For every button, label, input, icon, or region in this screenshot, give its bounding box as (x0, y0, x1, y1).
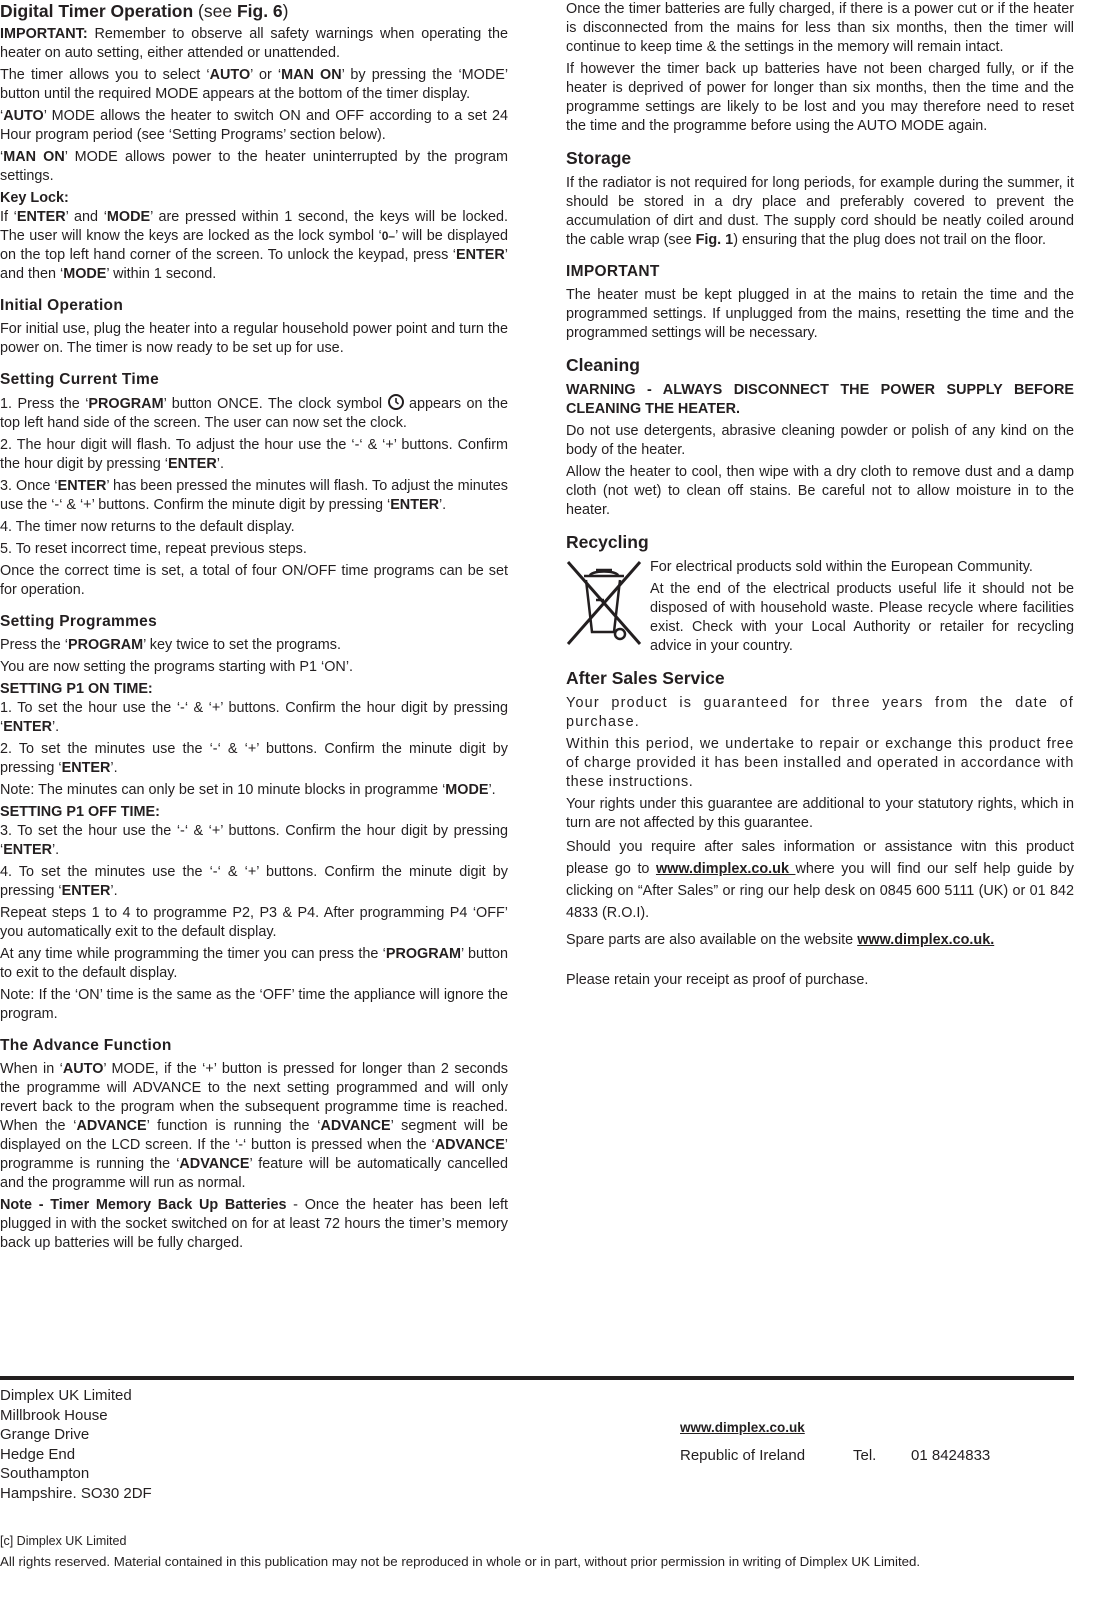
weee-crossed-bin-icon (566, 558, 644, 646)
p1-on-step-1: 1. To set the hour use the ‘-‘ & ‘+’ buttons. Confirm the hour digit by pressing ‘ENTER’. (0, 700, 508, 735)
company-address: Dimplex UK Limited Millbrook House Grange Drive Hedge End Southampton Hampshire. SO30 2DF (0, 1387, 152, 1502)
keylock-heading: Key Lock: (0, 190, 69, 206)
after-sales-rights: Your rights under this guarantee are additional to your statutory rights, which in turn are not affected by this guarantee. (566, 796, 1074, 831)
mode-paragraph: The timer allows you to select ‘AUTO’ or ‘MAN ON’ by pressing the ‘MODE’ button until the required MODE appears at the bottom of the timer display. (0, 67, 509, 102)
auto-mode-paragraph: ‘AUTO’ MODE allows the heater to switch ON and OFF according to a set 24 Hour program period (see ‘Setting Programs’ section below). (0, 108, 508, 143)
repeat-paragraph: Repeat steps 1 to 4 to programme P2, P3 & P4. After programming P4 ‘OFF’ you automatically exit to the default display. (0, 905, 508, 940)
receipt-note: Please retain your receipt as proof of purchase. (566, 972, 869, 988)
current-time-summary: Once the correct time is set, a total of four ON/OFF time programs can be set for operation. (0, 563, 508, 598)
footer-divider (0, 1376, 1074, 1380)
current-time-step-4: 4. The timer now returns to the default display. (0, 519, 295, 535)
footer-website-link[interactable]: www.dimplex.co.uk (680, 1420, 805, 1435)
initial-operation-paragraph: For initial use, plug the heater into a regular household power point and turn the power on. The timer is now ready to be set up for use. (0, 321, 508, 356)
programmes-start: You are now setting the programs starting with P1 ‘ON’. (0, 659, 354, 675)
spare-parts-link[interactable]: www.dimplex.co.uk. (857, 932, 995, 948)
important-note: IMPORTANT: Remember to observe all safety warnings when operating the heater on auto setting, either attended or unattended. (0, 26, 508, 61)
anytime-paragraph: At any time while programming the timer you can press the ‘PROGRAM’ button to exit to the default display. (0, 946, 508, 981)
lock-icon: 0– (381, 229, 396, 243)
battery-charged-paragraph: Once the timer batteries are fully charged, if there is a power cut or if the heater is disconnected from the mains for less than six months, then the timer will continue to keep time & the settings in the memory will remain intact. (566, 1, 1074, 55)
left-column (0, 0, 508, 1256)
p1-on-note: Note: The minutes can only be set in 10 minute blocks in programme ‘MODE’. (0, 782, 496, 798)
cleaning-paragraph-1: Do not use detergents, abrasive cleaning powder or polish of any kind on the body of the heater. (566, 423, 1074, 458)
storage-heading: Storage (566, 148, 632, 168)
after-sales-contact: Should you require after sales information or assistance witn this product please go to www.dimplex.co.uk where you will find our self help guide by clicking on “After Sales” or ring our help desk on 0845 600 5111 (UK) or 01 842 4833 (R.O.I). (566, 839, 1074, 921)
p1-off-step-3: 3. To set the hour use the ‘-‘ & ‘+’ buttons. Confirm the hour digit by pressing ‘ENTER’. (0, 823, 508, 858)
rights-statement: All rights reserved. Material contained in this publication may not be reproduced in whole or in part, without prior permission in writing of Dimplex UK Limited. (0, 1554, 921, 1569)
battery-not-charged-paragraph: If however the timer back up batteries have not been charged fully, or if the heater is deprived of power for longer than six months, then the time and the programme settings are likely to be lost and you may therefore need to reset the time and the programme before using the AUTO MODE again. (566, 61, 1074, 134)
programmes-heading: Setting Programmes (0, 613, 157, 630)
p1-off-heading: SETTING P1 OFF TIME: (0, 804, 160, 820)
dimplex-website-link[interactable]: www.dimplex.co.uk (655, 861, 796, 877)
current-time-step-5: 5. To reset incorrect time, repeat previous steps. (0, 541, 307, 557)
clock-icon (388, 394, 404, 410)
advance-paragraph: When in ‘AUTO’ MODE, if the ‘+’ button is pressed for longer than 2 seconds the programme will ADVANCE to the next setting programmed and will only revert back to the program when the subsequent programme time is reached. When the ‘ADVANCE’ function is running the ‘ADVANCE’ segment will be displayed on the LCD screen. If the ‘-‘ button is pressed when the ‘ADVANCE’ programme is running the ‘ADVANCE’ feature will be automatically cancelled and the programme will run as normal. (0, 1061, 509, 1191)
advance-heading: The Advance Function (0, 1037, 172, 1054)
initial-operation-heading: Initial Operation (0, 297, 124, 314)
spare-parts-paragraph: Spare parts are also available on the website www.dimplex.co.uk. (566, 932, 995, 948)
after-sales-guarantee: Your product is guaranteed for three years from the date of purchase. (566, 695, 1074, 730)
programmes-intro: Press the ‘PROGRAM’ key twice to set the programs. (0, 637, 341, 653)
after-sales-heading: After Sales Service (566, 668, 725, 688)
p1-off-step-4: 4. To set the minutes use the ‘-‘ & ‘+’ buttons. Confirm the minute digit by pressing ‘ENTER’. (0, 864, 508, 899)
recycling-block (566, 558, 1074, 659)
roi-contact: Republic of Ireland Tel. 01 8424833 (680, 1447, 991, 1464)
storage-paragraph: If the radiator is not required for long periods, for example during the summer, it should be stored in a dry place and preferably covered to prevent the accumulation of dirt and dust. The supply cord should be neatly coiled around the cable wrap (see Fig. 1) ensuring that the plug does not trail on the floor. (566, 175, 1074, 248)
cleaning-warning: WARNING - ALWAYS DISCONNECT THE POWER SUPPLY BEFORE CLEANING THE HEATER. (566, 382, 1074, 417)
after-sales-period: Within this period, we undertake to repair or exchange this product free of charge provided it has been installed and operated in accordance with these instructions. (566, 736, 1074, 790)
cleaning-heading: Cleaning (566, 355, 640, 375)
p1-on-step-2: 2. To set the minutes use the ‘-‘ & ‘+’ buttons. Confirm the minute digit by pressing ‘ENTER’. (0, 741, 508, 776)
p1-on-heading: SETTING P1 ON TIME: (0, 681, 153, 697)
current-time-heading: Setting Current Time (0, 371, 160, 388)
recycling-heading: Recycling (566, 532, 649, 552)
same-time-note: Note: If the ‘ON’ time is the same as the ‘OFF’ time the appliance will ignore the program. (0, 987, 508, 1022)
recycling-paragraph-2: At the end of the electrical products useful life it should not be disposed of with household waste. Please recycle where facilities exist. Check with your Local Authority or retailer for recycling advice in your country. (650, 581, 1074, 654)
manon-mode-paragraph: ‘MAN ON’ MODE allows power to the heater uninterrupted by the program settings. (0, 149, 509, 184)
cleaning-paragraph-2: Allow the heater to cool, then wipe with a dry cloth to remove dust and a damp cloth (not wet) to clean off stains. Be careful not to allow moisture in to the heater. (566, 464, 1074, 518)
page-title: Digital Timer Operation (see Fig. 6) (0, 1, 289, 21)
recycling-paragraph-1: For electrical products sold within the European Community. (650, 559, 1033, 575)
current-time-step-2: 2. The hour digit will flash. To adjust the hour use the ‘-‘ & ‘+’ buttons. Confirm the hour digit by pressing ‘ENTER’. (0, 437, 508, 472)
keylock-paragraph: If ‘ENTER’ and ‘MODE’ are pressed within 1 second, the keys will be locked. The user will know the keys are locked as the lock symbol ‘0–’ will be displayed on the top left hand corner of the screen. To unlock the keypad, press ‘ENTER’ and then ‘MODE’ within 1 second. (0, 209, 508, 282)
current-time-step-3: 3. Once ‘ENTER’ has been pressed the minutes will flash. To adjust the minutes use the ‘-‘ & ‘+’ buttons. Confirm the minute digit by pressing ‘ENTER’. (0, 478, 509, 513)
right-column (566, 0, 1074, 993)
important-paragraph: The heater must be kept plugged in at the mains to retain the time and the programmed settings. If unplugged from the mains, resetting the time and the programmed settings will be necessary. (566, 287, 1074, 341)
important-heading: IMPORTANT (566, 263, 660, 280)
current-time-step-1: 1. Press the ‘PROGRAM’ button ONCE. The clock symbol appears on the top left hand side of the screen. The user can now set the clock. (0, 396, 508, 431)
battery-note: Note - Timer Memory Back Up Batteries - Once the heater has been left plugged in with the socket switched on for at least 72 hours the timer’s memory back up batteries will be fully charged. (0, 1197, 508, 1251)
copyright: [c] Dimplex UK Limited (0, 1534, 127, 1548)
